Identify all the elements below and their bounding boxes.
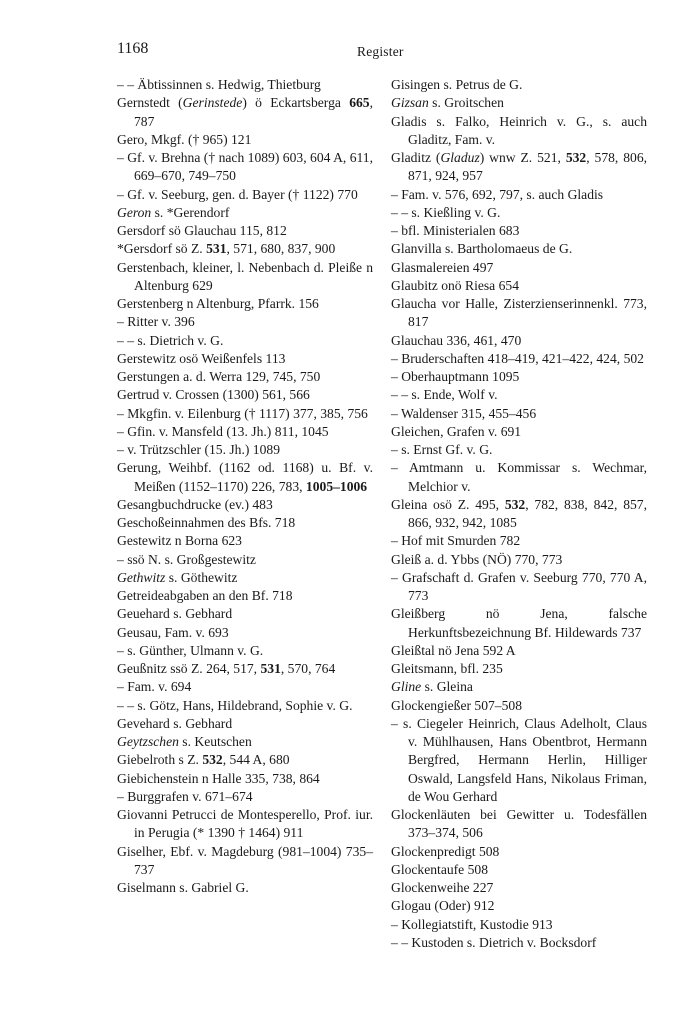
index-entry: – Burggrafen v. 671–674 — [117, 788, 253, 804]
index-entry: Gisingen s. Petrus de G. — [391, 77, 523, 92]
index-entry: Gleißberg nö Jena, falsche Herkunftsbezeichnung Bf. Hildewards 737 — [391, 606, 647, 640]
index-entry: *Gersdorf sö Z. 531, 571, 680, 837, 900 — [117, 241, 336, 257]
index-entry: Gersdorf sö Glauchau 115, 812 — [117, 223, 287, 238]
index-entry: Glauchau 336, 461, 470 — [391, 332, 522, 348]
index-entry: – Hof mit Smurden 782 — [391, 533, 521, 549]
index-entry: Gero, Mkgf. († 965) 121 — [117, 131, 252, 147]
index-entry: Gleina osö Z. 495, 532, 782, 838, 842, 857, 866, 932, 942, 1085 — [391, 496, 647, 530]
index-entry: Gerstenbach, kleiner, l. Nebenbach d. Pleiße n Altenburg 629 — [117, 259, 373, 293]
index-entry: – Amtmann u. Kommissar s. Wechmar, Melchior v. — [391, 460, 647, 494]
index-entry: Glockenläuten bei Gewitter u. Todesfällen 373–374, 506 — [391, 807, 647, 841]
index-entry: Glockengießer 507–508 — [391, 697, 522, 713]
index-entry: Gernstedt (Gerinstede) ö Eckartsberga 665, 787 — [117, 95, 373, 129]
index-entry: Gesangbuchdrucke (ev.) 483 — [117, 496, 273, 512]
index-entry: – Grafschaft d. Grafen v. Seeburg 770, 770 A, 773 — [391, 569, 647, 603]
index-entry: – Fam. v. 576, 692, 797, s. auch Gladis — [391, 186, 604, 202]
index-entry: Geytzschen s. Keutschen — [117, 734, 252, 749]
index-entry: Gladis s. Falko, Heinrich v. G., s. auch Gladitz, Fam. v. — [391, 113, 647, 147]
index-entry: Glaubitz onö Riesa 654 — [391, 277, 519, 293]
index-entry: Glasmalereien 497 — [391, 259, 494, 275]
index-entry: – Ritter v. 396 — [117, 314, 195, 330]
index-entry: Gerstenberg n Altenburg, Pfarrk. 156 — [117, 296, 319, 311]
index-entry: Gleichen, Grafen v. 691 — [391, 423, 522, 439]
index-entry: Glockenweihe 227 — [391, 880, 494, 895]
index-column-left — [117, 76, 373, 897]
index-entry: Gevehard s. Gebhard — [117, 715, 233, 731]
index-entry: Gestewitz n Borna 623 — [117, 533, 242, 549]
index-entry: – Gf. v. Brehna († nach 1089) 603, 604 A, 611, 669–670, 749–750 — [117, 150, 373, 184]
index-entry: – – Äbtissinnen s. Hedwig, Thietburg — [117, 77, 321, 92]
index-entry: Giovanni Petrucci de Montesperello, Prof. iur. in Perugia (* 1390 † 1464) 911 — [117, 807, 373, 841]
index-entry: – – s. Ende, Wolf v. — [391, 387, 498, 403]
index-entry: Giebelroth s Z. 532, 544 A, 680 — [117, 752, 290, 768]
index-column-right — [391, 76, 647, 952]
index-entry: – Fam. v. 694 — [117, 679, 192, 695]
index-entry: Giebichenstein n Halle 335, 738, 864 — [117, 770, 320, 786]
index-entry: Geron s. *Gerendorf — [117, 204, 230, 220]
index-entry: Glanvilla s. Bartholomaeus de G. — [391, 241, 573, 257]
index-entry: Glockenpredigt 508 — [391, 843, 500, 859]
index-entry: Gethwitz s. Göthewitz — [117, 569, 238, 585]
index-entry: Gleitsmann, bfl. 235 — [391, 661, 503, 676]
index-entry: Gleißtal nö Jena 592 A — [391, 642, 516, 658]
index-entry: Gerung, Weihbf. (1162 od. 1168) u. Bf. v. Meißen (1152–1170) 226, 783, 1005–1006 — [117, 460, 373, 494]
index-entry: Glaucha vor Halle, Zisterzienserinnenkl. 773, 817 — [391, 296, 647, 330]
index-entry: Gladitz (Gladuz) wnw Z. 521, 532, 578, 806, 871, 924, 957 — [391, 150, 648, 184]
index-entry: Glockentaufe 508 — [391, 861, 489, 877]
index-entry: Giselmann s. Gabriel G. — [117, 880, 249, 895]
index-entry: Gertrud v. Crossen (1300) 561, 566 — [117, 387, 310, 403]
page-number: 1168 — [117, 40, 149, 57]
index-entry: – Bruderschaften 418–419, 421–422, 424, 502 — [391, 350, 644, 366]
index-entry: Geußnitz ssö Z. 264, 517, 531, 570, 764 — [117, 661, 336, 676]
index-entry: Gleiß a. d. Ybbs (NÖ) 770, 773 — [391, 551, 563, 567]
index-entry: Gerstewitz osö Weißenfels 113 — [117, 350, 286, 366]
index-entry: Geuehard s. Gebhard — [117, 606, 233, 622]
index-entry: – v. Trützschler (15. Jh.) 1089 — [117, 442, 280, 457]
index-entry: – s. Ernst Gf. v. G. — [391, 442, 493, 457]
index-entry: – s. Ciegeler Heinrich, Claus Adelholt, Claus v. Mühlhausen, Hans Obentbrot, Hermann Bergfred, Hermann Herlin, Hilliger Oswald, Langsfeld Hans, Nikolaus Friman, de Wou Gerhard — [391, 715, 647, 804]
index-entry: Geusau, Fam. v. 693 — [117, 624, 229, 640]
index-entry: Getreideabgaben an den Bf. 718 — [117, 588, 293, 603]
index-entry: Giselher, Ebf. v. Magdeburg (981–1004) 735–737 — [117, 843, 373, 877]
running-head: Register — [357, 44, 404, 59]
index-entry: Gizsan s. Groitschen — [391, 95, 504, 111]
index-entry: Gline s. Gleina — [391, 679, 473, 695]
index-entry: – Kollegiatstift, Kustodie 913 — [391, 916, 553, 932]
index-entry: Geschoßeinnahmen des Bfs. 718 — [117, 515, 296, 530]
index-entry: – Gf. v. Seeburg, gen. d. Bayer († 1122) 770 — [117, 186, 358, 202]
index-entry: – – Kustoden s. Dietrich v. Bocksdorf — [391, 934, 597, 950]
index-entry: – bfl. Ministerialen 683 — [391, 223, 520, 238]
index-entry: Glogau (Oder) 912 — [391, 898, 495, 914]
index-entry: – – s. Götz, Hans, Hildebrand, Sophie v. G. — [117, 697, 353, 713]
index-entry: – – s. Dietrich v. G. — [117, 332, 224, 348]
index-entry: – – s. Kießling v. G. — [391, 204, 501, 220]
index-entry: – ssö N. s. Großgestewitz — [117, 551, 256, 567]
index-entry: – Gfin. v. Mansfeld (13. Jh.) 811, 1045 — [117, 423, 329, 439]
index-entry: – Waldenser 315, 455–456 — [391, 405, 537, 421]
index-entry: – Oberhauptmann 1095 — [391, 369, 520, 384]
index-entry: Gerstungen a. d. Werra 129, 745, 750 — [117, 369, 321, 384]
index-entry: – Mkgfin. v. Eilenburg († 1117) 377, 385, 756 — [117, 405, 368, 421]
index-entry: – s. Günther, Ulmann v. G. — [117, 642, 264, 658]
